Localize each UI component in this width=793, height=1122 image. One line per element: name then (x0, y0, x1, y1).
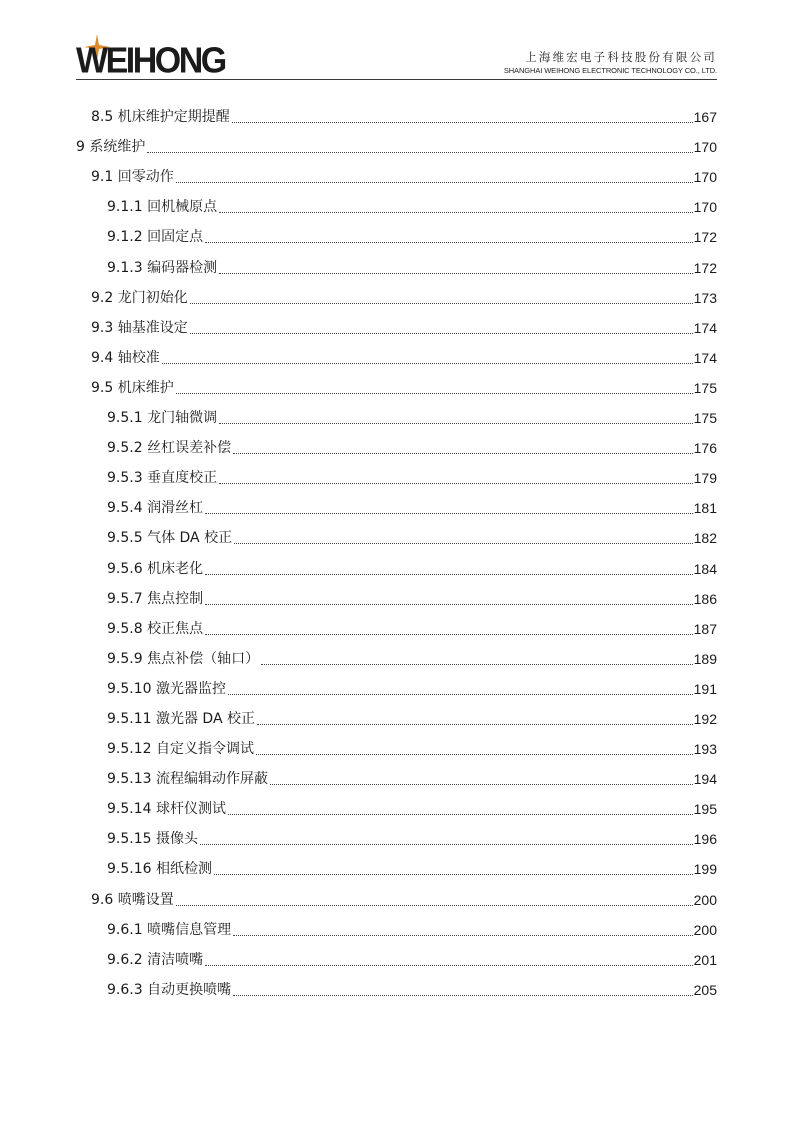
dot-leader (190, 332, 693, 334)
toc-entry[interactable] (76, 911, 717, 941)
toc-entry-title: 9.2 龙门初始化 (91, 289, 188, 306)
toc-entry[interactable] (76, 730, 717, 760)
toc-entry-page-number: 179 (693, 470, 717, 487)
toc-entry-title: 9.5.7 焦点控制 (107, 590, 204, 607)
toc-entry-title: 9.5.10 激光器监控 (107, 680, 226, 697)
toc-entry[interactable] (76, 459, 717, 489)
toc-entry[interactable] (76, 850, 717, 880)
toc-entry-page-number: 174 (693, 319, 717, 336)
dot-leader (228, 693, 693, 695)
toc-entry[interactable] (76, 549, 717, 579)
dot-leader (256, 753, 693, 755)
dot-leader (205, 964, 693, 966)
toc-entry-title: 9 系统维护 (76, 139, 146, 156)
toc-entry-title: 9.5.13 流程编辑动作屏蔽 (107, 771, 268, 788)
toc-entry[interactable] (76, 98, 717, 128)
toc-entry[interactable] (76, 128, 717, 158)
dot-leader (205, 241, 693, 243)
toc-entry[interactable] (76, 309, 717, 339)
toc-entry-title: 9.4 轴校准 (91, 349, 160, 366)
toc-entry[interactable] (76, 610, 717, 640)
toc-entry-title: 9.1 回零动作 (91, 169, 174, 186)
toc-entry-title: 9.6.3 自动更换喷嘴 (107, 981, 232, 998)
toc-entry-title: 9.5.5 气体 DA 校正 (107, 530, 233, 547)
page-header (0, 0, 793, 80)
toc-entry-page-number: 199 (693, 861, 717, 878)
toc-entry-page-number: 170 (693, 169, 717, 186)
toc-entry-title: 9.5.11 激光器 DA 校正 (107, 710, 255, 727)
dot-leader (190, 302, 693, 304)
toc-entry[interactable] (76, 489, 717, 519)
toc-entry-page-number: 174 (693, 349, 717, 366)
toc-entry-page-number: 173 (693, 289, 717, 306)
table-of-contents (76, 98, 717, 1001)
toc-entry-page-number: 175 (693, 379, 717, 396)
toc-entry-title: 9.5 机床维护 (91, 379, 174, 396)
dot-leader (261, 663, 693, 665)
dot-leader (233, 994, 693, 996)
toc-entry-page-number: 167 (693, 109, 717, 126)
toc-entry[interactable] (76, 640, 717, 670)
dot-leader (176, 392, 693, 394)
toc-entry-page-number: 194 (693, 771, 717, 788)
toc-entry-page-number: 186 (693, 590, 717, 607)
toc-entry[interactable] (76, 790, 717, 820)
dot-leader (162, 362, 693, 364)
dot-leader (219, 211, 693, 213)
toc-entry-title: 9.5.8 校正焦点 (107, 620, 204, 637)
toc-entry-page-number: 192 (693, 710, 717, 727)
toc-entry-title: 9.6.2 清洁喷嘴 (107, 951, 204, 968)
toc-entry-title: 8.5 机床维护定期提醒 (91, 109, 230, 126)
logo-text: WEIHONG (76, 41, 225, 81)
toc-entry[interactable] (76, 218, 717, 248)
toc-entry-title: 9.5.3 垂直度校正 (107, 470, 218, 487)
dot-leader (205, 573, 693, 575)
toc-entry[interactable] (76, 580, 717, 610)
toc-entry-title: 9.5.4 润滑丝杠 (107, 500, 204, 517)
toc-entry-title: 9.6.1 喷嘴信息管理 (107, 921, 232, 938)
toc-entry-page-number: 170 (693, 199, 717, 216)
toc-entry[interactable] (76, 941, 717, 971)
toc-entry-title: 9.5.6 机床老化 (107, 560, 204, 577)
dot-leader (232, 121, 693, 123)
toc-entry[interactable] (76, 700, 717, 730)
toc-entry-title: 9.5.16 相纸检测 (107, 861, 212, 878)
dot-leader (228, 813, 693, 815)
toc-entry-title: 9.3 轴基准设定 (91, 319, 188, 336)
toc-entry-title: 9.5.14 球杆仪测试 (107, 801, 226, 818)
toc-entry-title: 9.5.15 摄像头 (107, 831, 198, 848)
dot-leader (205, 633, 693, 635)
toc-entry[interactable] (76, 519, 717, 549)
dot-leader (205, 603, 693, 605)
company-name-cn: 上海维宏电子科技股份有限公司 (525, 50, 717, 64)
dot-leader (219, 422, 693, 424)
dot-leader (270, 783, 693, 785)
dot-leader (147, 151, 692, 153)
toc-entry-page-number: 191 (693, 680, 717, 697)
toc-entry-page-number: 193 (693, 741, 717, 758)
toc-entry[interactable] (76, 429, 717, 459)
dot-leader (200, 843, 693, 845)
toc-entry-title: 9.5.1 龙门轴微调 (107, 410, 218, 427)
toc-entry-page-number: 201 (693, 951, 717, 968)
toc-entry-page-number: 200 (693, 921, 717, 938)
toc-entry[interactable] (76, 248, 717, 278)
toc-entry-page-number: 184 (693, 560, 717, 577)
weihong-logo (76, 38, 256, 81)
toc-entry-title: 9.5.12 自定义指令调试 (107, 741, 254, 758)
toc-entry[interactable] (76, 188, 717, 218)
toc-entry[interactable] (76, 760, 717, 790)
toc-entry[interactable] (76, 399, 717, 429)
dot-leader (214, 873, 693, 875)
toc-entry-page-number: 189 (693, 650, 717, 667)
toc-entry-page-number: 200 (693, 891, 717, 908)
toc-entry[interactable] (76, 339, 717, 369)
toc-entry-page-number: 172 (693, 259, 717, 276)
dot-leader (233, 452, 693, 454)
toc-entry[interactable] (76, 880, 717, 910)
toc-entry-page-number: 195 (693, 801, 717, 818)
dot-leader (205, 512, 693, 514)
dot-leader (219, 482, 693, 484)
toc-entry-page-number: 196 (693, 831, 717, 848)
dot-leader (234, 542, 693, 544)
toc-entry-title: 9.1.2 回固定点 (107, 229, 204, 246)
dot-leader (233, 934, 693, 936)
toc-entry-page-number: 172 (693, 229, 717, 246)
toc-entry-page-number: 205 (693, 981, 717, 998)
toc-entry-page-number: 181 (693, 500, 717, 517)
header-divider (76, 79, 717, 80)
toc-entry-page-number: 187 (693, 620, 717, 637)
toc-entry-title: 9.1.1 回机械原点 (107, 199, 218, 216)
toc-entry[interactable] (76, 279, 717, 309)
dot-leader (219, 272, 693, 274)
dot-leader (176, 904, 693, 906)
toc-entry-page-number: 170 (693, 139, 717, 156)
dot-leader (176, 181, 693, 183)
dot-leader (257, 723, 693, 725)
toc-entry-page-number: 182 (693, 530, 717, 547)
toc-entry[interactable] (76, 670, 717, 700)
toc-entry[interactable] (76, 369, 717, 399)
toc-entry-title: 9.1.3 编码器检测 (107, 259, 218, 276)
toc-entry[interactable] (76, 158, 717, 188)
toc-entry[interactable] (76, 820, 717, 850)
toc-entry-page-number: 175 (693, 410, 717, 427)
company-name-en: SHANGHAI WEIHONG ELECTRONIC TECHNOLOGY CO., LTD. (503, 66, 717, 75)
toc-entry-title: 9.5.2 丝杠误差补偿 (107, 440, 232, 457)
toc-entry-title: 9.6 喷嘴设置 (91, 891, 174, 908)
toc-entry[interactable] (76, 971, 717, 1001)
toc-entry-title: 9.5.9 焦点补偿（轴口） (107, 650, 260, 667)
toc-entry-page-number: 176 (693, 440, 717, 457)
